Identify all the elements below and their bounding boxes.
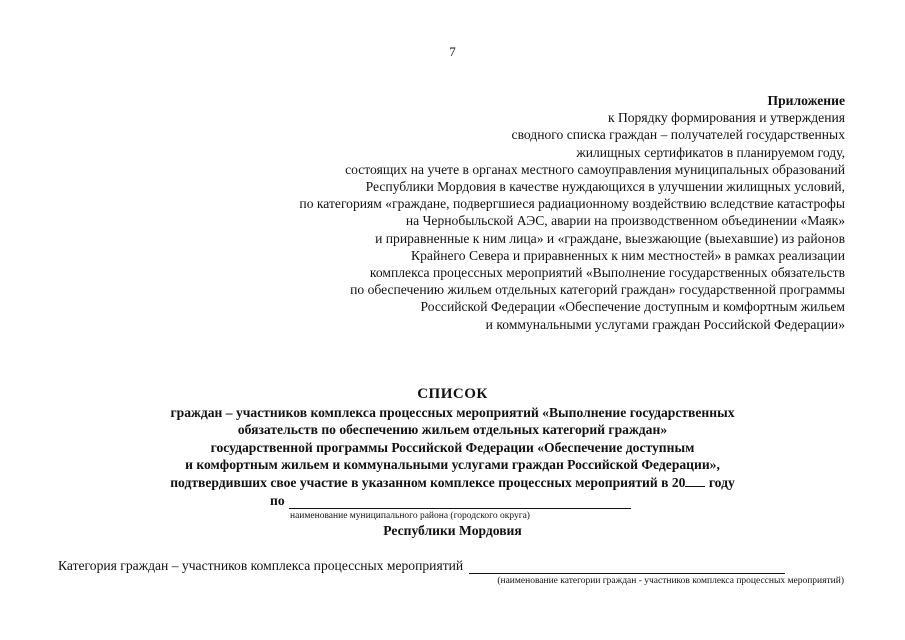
list-heading: СПИСОК bbox=[417, 386, 488, 402]
appendix-title: Приложение bbox=[767, 93, 845, 108]
list-line: граждан – участников комплекса процессных мероприятий «Выполнение государственных bbox=[170, 405, 735, 420]
appendix-line: и коммунальными услугами граждан Российской Федерации» bbox=[485, 316, 845, 332]
appendix-line: состоящих на учете в органах местного самоуправления муниципальных образований bbox=[345, 161, 845, 177]
list-line: и комфортным жильем и коммунальными услугами граждан Российской Федерации», bbox=[185, 457, 720, 473]
appendix-block bbox=[205, 92, 845, 333]
appendix-line: Крайнего Севера и приравненных к ним местностей» в рамках реализации bbox=[411, 247, 845, 263]
category-label: Категория граждан – участников комплекса процессных мероприятий bbox=[58, 558, 464, 573]
po-label: по bbox=[270, 493, 285, 508]
list-line: обязательств по обеспечению жильем отдельных категорий граждан» bbox=[237, 422, 668, 438]
appendix-line: жилищных сертификатов в планируемом году, bbox=[576, 144, 845, 160]
list-year-prefix: подтвердивших свое участие в указанном комплексе процессных мероприятий в 20 bbox=[170, 474, 686, 490]
appendix-line: сводного списка граждан – получателей государственных bbox=[511, 127, 845, 143]
po-row bbox=[270, 493, 631, 509]
list-body bbox=[0, 404, 905, 491]
appendix-line: по обеспечению жильем отдельных категорий граждан» государственной программы bbox=[350, 282, 845, 298]
appendix-line: Республики Мордовия в качестве нуждающихся в улучшении жилищных условий, bbox=[365, 179, 845, 195]
list-year-suffix: году bbox=[705, 474, 735, 490]
republic-label: Республики Мордовия bbox=[383, 523, 522, 538]
appendix-line: на Чернобыльской АЭС, аварии на производственном объединении «Маяк» bbox=[405, 213, 845, 229]
list-line: государственной программы Российской Федерации «Обеспечение доступным bbox=[210, 439, 695, 455]
category-blank-field[interactable] bbox=[469, 559, 785, 574]
list-line-year bbox=[0, 474, 905, 491]
page-number: 7 bbox=[449, 44, 456, 59]
municipal-caption: наименование муниципального района (городского округа) bbox=[290, 511, 530, 521]
appendix-line: к Порядку формирования и утверждения bbox=[607, 110, 845, 126]
year-blank-field[interactable] bbox=[685, 475, 705, 487]
appendix-line: по категориям «граждане, подвергшиеся радиационному воздействию вследствие катастрофы bbox=[299, 196, 845, 212]
appendix-line: Российской Федерации «Обеспечение доступным и комфортным жильем bbox=[420, 299, 845, 315]
category-caption: (наименование категории граждан - участников комплекса процессных мероприятий) bbox=[497, 576, 844, 586]
municipal-blank-field[interactable] bbox=[289, 494, 631, 509]
appendix-line: комплекса процессных мероприятий «Выполнение государственных обязательств bbox=[369, 265, 845, 281]
appendix-line: и приравненные к ним лица» и «граждане, выезжающие (выехавшие) из районов bbox=[375, 230, 845, 246]
category-row bbox=[58, 558, 785, 574]
list-block bbox=[0, 384, 905, 491]
